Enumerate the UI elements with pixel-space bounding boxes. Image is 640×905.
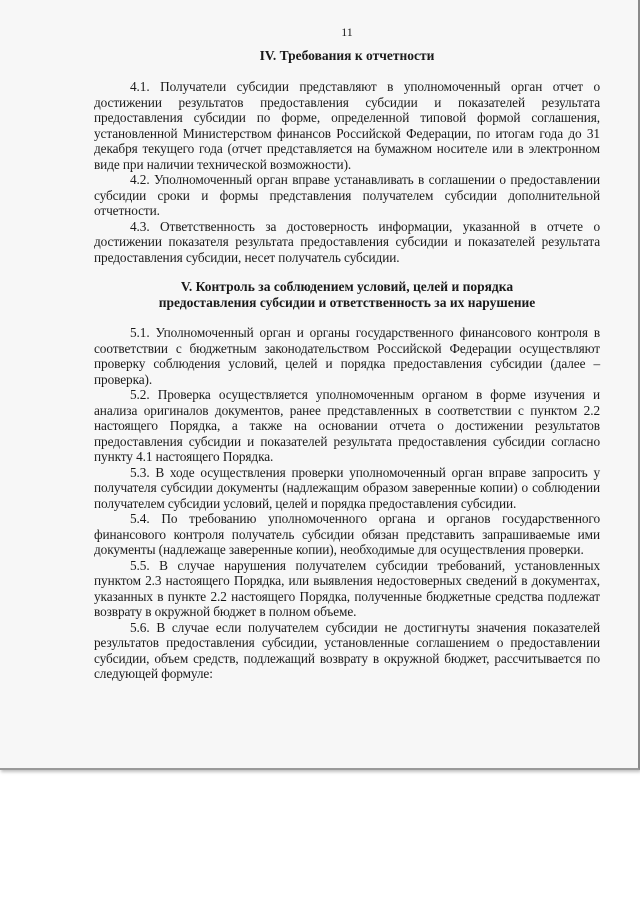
paragraph-5-3: 5.3. В ходе осуществления проверки уполномоченный орган вправе запросить у получателя субсидии документы (надлежащим образом заверенные копии) о соблюдении получателем субсидии условий, целей и порядка предоставления субсидии.: [94, 464, 600, 511]
page-number: 11: [341, 25, 353, 39]
page-content: [94, 26, 600, 682]
paragraph-4-1: 4.1. Получатели субсидии представляют в уполномоченный орган отчет о достижении результатов предоставления субсидии и показателей результата предоставления субсидии по форме, определенной типовой формой соглашения, установленной Министерством финансов Российской Федерации, по итогам года до 31 декабря текущего года (отчет представляется на бумажном носителе или в электронном виде при наличии технической возможности).: [94, 79, 600, 172]
paragraph-4-2: 4.2. Уполномоченный орган вправе устанавливать в соглашении о предоставлении субсидии сроки и формы представления получателем субсидии дополнительной отчетности.: [94, 172, 600, 218]
section-5-heading: [94, 279, 600, 311]
section-4-heading: IV. Требования к отчетности: [259, 48, 435, 63]
section-5-heading-line-2: предоставления субсидии и ответственность за их нарушение: [158, 295, 536, 310]
paragraph-5-2: 5.2. Проверка осуществляется уполномоченным органом в форме изучения и анализа оригиналов документов, ранее представленных в соответствии с пунктом 2.2 настоящего Порядка, а также на основании отчета о достижении результатов предоставления субсидии и показателей результата предоставления субсидии согласно пункту 4.1 настоящего Порядка.: [94, 387, 600, 464]
paragraph-5-6: 5.6. В случае если получателем субсидии не достигнуты значения показателей результатов предоставления субсидии, установленные соглашением о предоставлении субсидии, объем средств, подлежащий возврату в окружной бюджет, рассчитывается по следующей формуле:: [94, 619, 600, 681]
paragraph-5-5: 5.5. В случае нарушения получателем субсидии требований, установленных пунктом 2.3 настоящего Порядка, или выявления недостоверных сведений в документах, указанных в пункте 2.2 настоящего Порядка, полученные бюджетные средства подлежат возврату в окружной бюджет в полном объеме.: [94, 557, 600, 619]
section-5-heading-line-1: V. Контроль за соблюдением условий, целей и порядка: [180, 279, 514, 294]
paragraph-5-1: 5.1. Уполномоченный орган и органы государственного финансового контроля в соответствии с бюджетным законодательством Российской Федерации осуществляют проверку соблюдения условий, целей и порядка предоставления субсидии (далее – проверка).: [94, 325, 600, 387]
paragraph-4-3: 4.3. Ответственность за достоверность информации, указанной в отчете о достижении показателя результата предоставления субсидии и показателей результата предоставления субсидии, несет получатель субсидии.: [94, 218, 600, 265]
paragraph-5-4: 5.4. По требованию уполномоченного органа и органов государственного финансового контроля получатель субсидии обязан представить запрашиваемые ими документы (надлежаще заверенные копии), необходимые для осуществления проверки.: [94, 511, 600, 557]
